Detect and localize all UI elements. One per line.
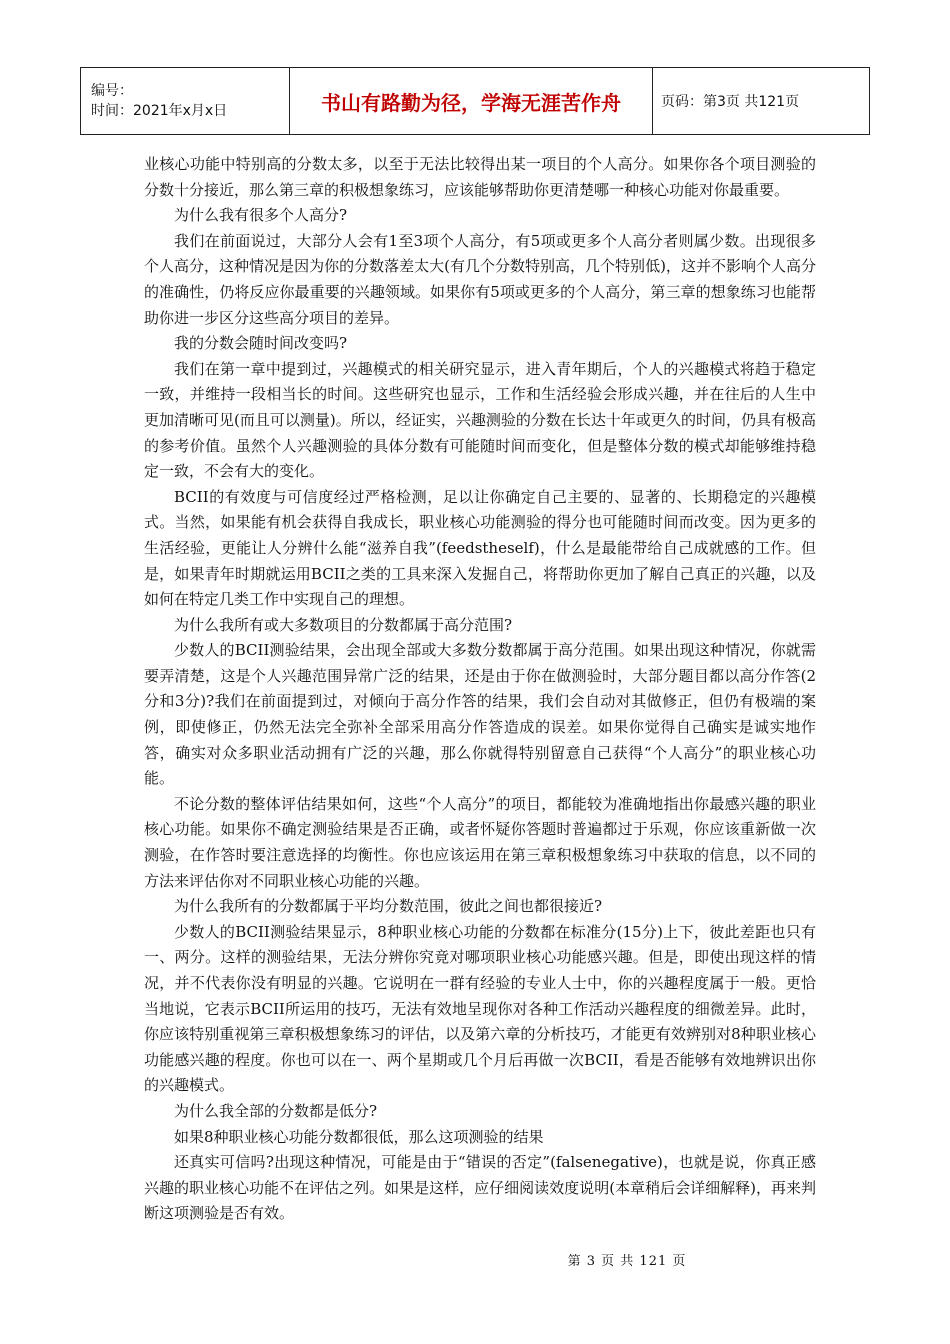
- body-paragraph: 我们在第一章中提到过，兴趣模式的相关研究显示，进入青年期后，个人的兴趣模式将趋于稳定一致，并维持一段相当长的时间。这些研究也显示，工作和生活经验会形成兴趣，并在往后的人生中更加清晰可见(而且可以测量)。所以，经证实，兴趣测验的分数在长达十年或更久的时间，仍具有极高的参考价值。虽然个人兴趣测验的具体分数有可能随时间而变化，但是整体分数的模式却能够维持稳定一致，不会有大的变化。: [144, 359, 816, 481]
- body-paragraph: 业核心功能中特别高的分数太多，以至于无法比较得出某一项目的个人高分。如果你各个项目测验的分数十分接近，那么第三章的积极想象练习，应该能够帮助你更清楚哪一种核心功能对你最重要。: [144, 155, 816, 199]
- question-heading: 我的分数会随时间改变吗?: [174, 334, 348, 353]
- body-paragraph: 还真实可信吗?出现这种情况，可能是由于“错误的否定”(falsenegative)，也就是说，你真正感兴趣的职业核心功能不在评估之列。如果是这样，应仔细阅读效度说明(本章稍后会详细解释)，再来判断这项测验是否有效。: [144, 1153, 816, 1223]
- question-heading: 为什么我有很多个人高分?: [174, 206, 348, 225]
- footer-page-number: 第 3 页 共 121 页: [567, 1254, 687, 1269]
- question-heading: 为什么我所有的分数都属于平均分数范围，彼此之间也都很接近?: [174, 897, 603, 916]
- document-body: [144, 152, 816, 1227]
- body-paragraph: 我们在前面说过，大部分人会有1至3项个人高分，有5项或更多个人高分者则属少数。出现很多个人高分，这种情况是因为你的分数落差太大(有几个分数特别高，几个特别低)，这并不影响个人高分的准确性，仍将反应你最重要的兴趣领域。如果你有5项或更多的个人高分，第三章的想象练习也能帮助你进一步区分这些高分项目的差异。: [144, 231, 816, 327]
- question-heading: 为什么我所有或大多数项目的分数都属于高分范围?: [174, 615, 513, 634]
- header-time-label: 时间：2021年x月x日: [91, 103, 228, 119]
- body-paragraph: 不论分数的整体评估结果如何，这些“个人高分”的项目，都能较为准确地指出你最感兴趣的职业核心功能。如果你不确定测验结果是否正确，或者怀疑你答题时普遍都过于乐观，你应该重新做一次测验，在作答时要注意选择的均衡性。你也应该运用在第三章积极想象练习中获取的信息，以不同的方法来评估你对不同职业核心功能的兴趣。: [144, 794, 816, 890]
- header-number-label: 编号：: [91, 83, 133, 99]
- body-paragraph: 如果8种职业核心功能分数都很低，那么这项测验的结果: [174, 1127, 544, 1146]
- body-paragraph: 少数人的BCII测验结果，会出现全部或大多数分数都属于高分范围。如果出现这种情况，你就需要弄清楚，这是个人兴趣范围异常广泛的结果，还是由于你在做测验时，大部分题目都以高分作答(2分和3分)?我们在前面提到过，对倾向于高分作答的结果，我们会自动对其做修正，但仍有极端的案例，即使修正，仍然无法完全弥补全部采用高分作答造成的误差。如果你觉得自己确实是诚实地作答，确实对众多职业活动拥有广泛的兴趣，那么你就得特别留意自己获得“个人高分”的职业核心功能。: [144, 641, 816, 788]
- body-paragraph: BCII的有效度与可信度经过严格检测，足以让你确定自己主要的、显著的、长期稳定的兴趣模式。当然，如果能有机会获得自我成长，职业核心功能测验的得分也可能随时间而改变。因为更多的生活经验，更能让人分辨什么能“滋养自我”(feedstheself)，什么是最能带给自己成就感的工作。但是，如果青年时期就运用BCII之类的工具来深入发掘自己，将帮助你更加了解自己真正的兴趣，以及如何在特定几类工作中实现自己的理想。: [144, 487, 816, 609]
- body-paragraph: 少数人的BCII测验结果显示，8种职业核心功能的分数都在标准分(15分)上下，彼此差距也只有一、两分。这样的测验结果，无法分辨你究竟对哪项职业核心功能感兴趣。但是，即使出现这样的情况，并不代表你没有明显的兴趣。它说明在一群有经验的专业人士中，你的兴趣程度属于一般。更恰当地说，它表示BCII所运用的技巧，无法有效地呈现你对各种工作活动兴趣程度的细微差异。此时，你应该特别重视第三章积极想象练习的评估，以及第六章的分析技巧，才能更有效辨别对8种职业核心功能感兴趣的程度。你也可以在一、两个星期或几个月后再做一次BCII，看是否能够有效地辨识出你的兴趣模式。: [144, 922, 816, 1095]
- question-heading: 为什么我全部的分数都是低分?: [174, 1101, 378, 1120]
- header-motto: 书山有路勤为径，学海无涯苦作舟: [290, 68, 653, 135]
- header-page-label: 页码：第3页 共121页: [653, 68, 870, 135]
- document-header: [80, 67, 870, 135]
- header-meta: [81, 68, 290, 135]
- page-footer: [0, 1250, 950, 1269]
